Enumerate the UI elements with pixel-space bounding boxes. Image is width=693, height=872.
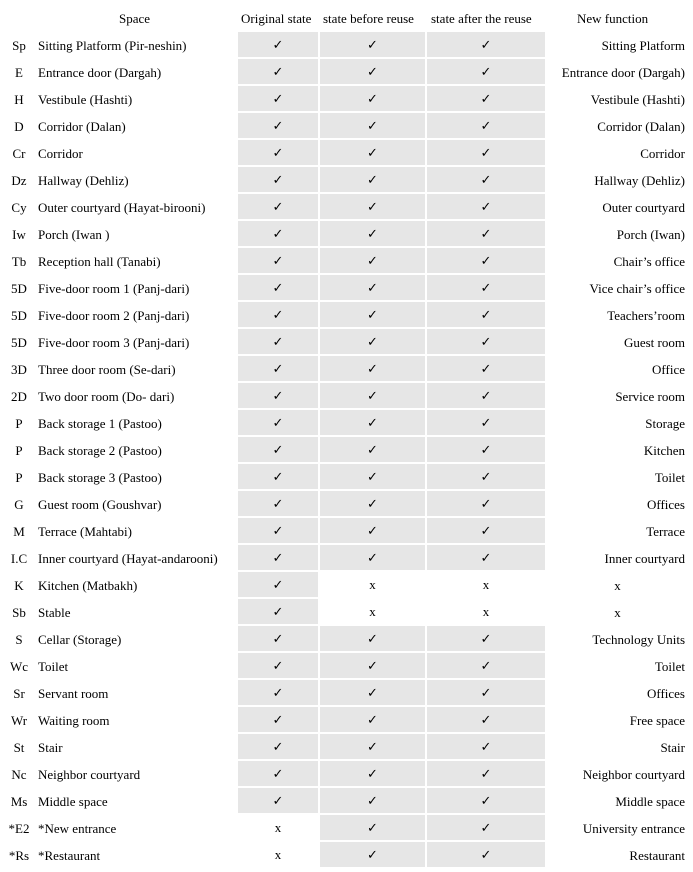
- state-before-cell: ✓: [320, 518, 425, 543]
- state-after-cell: ✓: [427, 464, 545, 489]
- state-orig-cell: ✓: [238, 518, 318, 543]
- header-space: Space: [119, 11, 151, 26]
- header-before-reuse: state before reuse: [323, 11, 414, 26]
- state-after-cell: ✓: [427, 842, 545, 867]
- state-orig-cell: ✓: [238, 653, 318, 678]
- new-function: Guest room: [623, 335, 685, 350]
- space-code: M: [13, 524, 25, 539]
- space-name: Three door room (Se-dari): [38, 362, 176, 377]
- new-function: Service room: [615, 389, 685, 404]
- space-code: Cr: [12, 146, 26, 161]
- state-orig-cell: ✓: [238, 734, 318, 759]
- state-orig-cell: ✓: [238, 410, 318, 435]
- state-after-cell: ✓: [427, 626, 545, 651]
- state-before-cell: ✓: [320, 113, 425, 138]
- state-after-cell: ✓: [427, 491, 545, 516]
- space-name: Inner courtyard (Hayat-andarooni): [38, 551, 218, 566]
- new-function: Vice chair’s office: [589, 281, 685, 296]
- new-function: Restaurant: [629, 848, 685, 863]
- state-orig-cell: ✓: [238, 221, 318, 246]
- state-after-cell: ✓: [427, 275, 545, 300]
- state-after-cell: ✓: [427, 680, 545, 705]
- space-code: P: [15, 443, 23, 458]
- space-code: Tb: [11, 254, 27, 269]
- new-function: Offices: [646, 497, 685, 512]
- space-code: Nc: [11, 767, 27, 782]
- state-after-cell: ✓: [427, 545, 545, 570]
- space-code: H: [14, 92, 24, 107]
- table-row: [0, 491, 693, 518]
- space-name: Corridor: [38, 146, 83, 161]
- new-function: Storage: [645, 416, 685, 431]
- new-function: x: [614, 605, 621, 620]
- table-row: [0, 518, 693, 545]
- state-orig-cell: x: [274, 820, 282, 835]
- state-before-cell: ✓: [320, 788, 425, 813]
- state-after-cell: ✓: [427, 383, 545, 408]
- space-name: Entrance door (Dargah): [38, 65, 162, 80]
- state-after-cell: ✓: [427, 302, 545, 327]
- space-name: Sitting Platform (Pir-neshin): [38, 38, 187, 53]
- state-orig-cell: ✓: [238, 383, 318, 408]
- state-before-cell: ✓: [320, 194, 425, 219]
- state-orig-cell: ✓: [238, 329, 318, 354]
- table-row: [0, 761, 693, 788]
- state-before-cell: ✓: [320, 653, 425, 678]
- header-new-function: New function: [577, 11, 649, 26]
- space-code: Ms: [10, 794, 28, 809]
- state-after-cell: ✓: [427, 356, 545, 381]
- state-after-cell: ✓: [427, 221, 545, 246]
- state-orig-cell: ✓: [238, 248, 318, 273]
- state-before-cell: ✓: [320, 32, 425, 57]
- space-name: Terrace (Mahtabi): [38, 524, 133, 539]
- table-row: [0, 464, 693, 491]
- space-name: Back storage 1 (Pastoo): [38, 416, 162, 431]
- state-after-cell: ✓: [427, 410, 545, 435]
- space-name: Stair: [38, 740, 63, 755]
- state-before-cell: ✓: [320, 707, 425, 732]
- space-code: Sb: [12, 605, 26, 620]
- new-function: Free space: [629, 713, 685, 728]
- state-before-cell: ✓: [320, 437, 425, 462]
- state-after-cell: ✓: [427, 653, 545, 678]
- state-orig-cell: ✓: [238, 275, 318, 300]
- state-before-cell: ✓: [320, 356, 425, 381]
- space-code: 5D: [11, 308, 27, 323]
- new-function: Office: [652, 362, 685, 377]
- table-row: [0, 626, 693, 653]
- state-after-cell: ✓: [427, 437, 545, 462]
- state-before-cell: ✓: [320, 221, 425, 246]
- space-name: Corridor (Dalan): [38, 119, 126, 134]
- space-name: Back storage 2 (Pastoo): [38, 443, 162, 458]
- table-row: [0, 248, 693, 275]
- state-before-cell: ✓: [320, 86, 425, 111]
- table-row: [0, 545, 693, 572]
- table-row: [0, 410, 693, 437]
- state-orig-cell: ✓: [238, 113, 318, 138]
- table-row: [0, 302, 693, 329]
- table-row: [0, 113, 693, 140]
- new-function: Porch (Iwan): [616, 227, 685, 242]
- state-before-cell: ✓: [320, 410, 425, 435]
- table-row: [0, 788, 693, 815]
- space-name: Middle space: [38, 794, 108, 809]
- table-row: [0, 572, 693, 599]
- table-row: [0, 599, 693, 626]
- space-code: S: [15, 632, 23, 647]
- new-function: Chair’s office: [613, 254, 685, 269]
- space-name: Toilet: [38, 659, 69, 674]
- table-row: [0, 707, 693, 734]
- space-code: G: [14, 497, 24, 512]
- new-function: Teachers’room: [607, 308, 685, 323]
- state-before-cell: ✓: [320, 491, 425, 516]
- table-row: [0, 140, 693, 167]
- space-code: *Rs: [8, 848, 30, 863]
- state-orig-cell: ✓: [238, 356, 318, 381]
- new-function: Stair: [660, 740, 685, 755]
- space-name: Servant room: [38, 686, 109, 701]
- state-after-cell: ✓: [427, 140, 545, 165]
- state-orig-cell: ✓: [238, 464, 318, 489]
- table-row: [0, 275, 693, 302]
- state-orig-cell: ✓: [238, 194, 318, 219]
- state-before-cell: ✓: [320, 329, 425, 354]
- space-name: Hallway (Dehliz): [38, 173, 129, 188]
- state-before-cell: ✓: [320, 761, 425, 786]
- space-name: Reception hall (Tanabi): [38, 254, 161, 269]
- new-function: Sitting Platform: [601, 38, 685, 53]
- space-name: Outer courtyard (Hayat-birooni): [38, 200, 206, 215]
- space-name: Neighbor courtyard: [38, 767, 141, 782]
- space-name: Waiting room: [38, 713, 110, 728]
- space-code: 3D: [11, 362, 27, 377]
- space-code: *E2: [8, 821, 30, 836]
- state-before-cell: ✓: [320, 464, 425, 489]
- new-function: Toilet: [654, 659, 685, 674]
- new-function: x: [614, 578, 621, 593]
- state-orig-cell: ✓: [238, 59, 318, 84]
- space-name: Porch (Iwan ): [38, 227, 110, 242]
- state-orig-cell: ✓: [238, 707, 318, 732]
- space-code: St: [13, 740, 25, 755]
- state-before-cell: ✓: [320, 59, 425, 84]
- state-after-cell: ✓: [427, 734, 545, 759]
- space-name: Five-door room 2 (Panj-dari): [38, 308, 190, 323]
- state-orig-cell: ✓: [238, 545, 318, 570]
- new-function: Terrace: [646, 524, 685, 539]
- new-function: Entrance door (Dargah): [561, 65, 685, 80]
- space-code: 2D: [11, 389, 27, 404]
- state-orig-cell: ✓: [238, 599, 318, 624]
- state-after-cell: ✓: [427, 248, 545, 273]
- space-name: Five-door room 1 (Panj-dari): [38, 281, 190, 296]
- space-code: Sr: [13, 686, 25, 701]
- space-code: 5D: [11, 335, 27, 350]
- header-after-reuse: state after the reuse: [431, 11, 532, 26]
- state-after-cell: ✓: [427, 167, 545, 192]
- table-row: [0, 815, 693, 842]
- new-function: Corridor (Dalan): [597, 119, 685, 134]
- table-row: [0, 653, 693, 680]
- space-name: Cellar (Storage): [38, 632, 122, 647]
- state-orig-cell: ✓: [238, 680, 318, 705]
- space-name: Five-door room 3 (Panj-dari): [38, 335, 190, 350]
- state-after-cell: ✓: [427, 113, 545, 138]
- table-row: [0, 59, 693, 86]
- state-orig-cell: ✓: [238, 788, 318, 813]
- space-name: Guest room (Goushvar): [38, 497, 162, 512]
- state-orig-cell: ✓: [238, 437, 318, 462]
- state-after-cell: ✓: [427, 788, 545, 813]
- state-orig-cell: ✓: [238, 491, 318, 516]
- table-row: [0, 221, 693, 248]
- new-function: Neighbor courtyard: [582, 767, 685, 782]
- space-code: E: [15, 65, 23, 80]
- space-code: P: [15, 470, 23, 485]
- space-code: 5D: [11, 281, 27, 296]
- space-code: Iw: [12, 227, 26, 242]
- state-orig-cell: ✓: [238, 761, 318, 786]
- state-orig-cell: ✓: [238, 302, 318, 327]
- state-before-cell: ✓: [320, 140, 425, 165]
- space-code: D: [14, 119, 24, 134]
- state-after-cell: x: [482, 604, 490, 619]
- space-code: I.C: [10, 551, 28, 566]
- table-row: [0, 383, 693, 410]
- space-name: Vestibule (Hashti): [38, 92, 133, 107]
- state-after-cell: ✓: [427, 707, 545, 732]
- space-code: P: [15, 416, 23, 431]
- table-row: [0, 86, 693, 113]
- state-after-cell: ✓: [427, 815, 545, 840]
- state-before-cell: ✓: [320, 383, 425, 408]
- space-name: Back storage 3 (Pastoo): [38, 470, 162, 485]
- state-orig-cell: ✓: [238, 167, 318, 192]
- space-code: Sp: [12, 38, 26, 53]
- state-after-cell: ✓: [427, 86, 545, 111]
- state-after-cell: ✓: [427, 518, 545, 543]
- table-row: [0, 32, 693, 59]
- state-orig-cell: ✓: [238, 32, 318, 57]
- new-function: Toilet: [654, 470, 685, 485]
- new-function: Outer courtyard: [602, 200, 685, 215]
- space-code: Cy: [11, 200, 27, 215]
- new-function: Vestibule (Hashti): [590, 92, 685, 107]
- new-function: Offices: [646, 686, 685, 701]
- table-row: [0, 356, 693, 383]
- state-orig-cell: ✓: [238, 86, 318, 111]
- new-function: Corridor: [640, 146, 685, 161]
- state-before-cell: ✓: [320, 626, 425, 651]
- space-name: Stable: [38, 605, 71, 620]
- new-function: University entrance: [582, 821, 685, 836]
- table-row: [0, 329, 693, 356]
- state-orig-cell: ✓: [238, 626, 318, 651]
- new-function: Inner courtyard: [604, 551, 685, 566]
- state-orig-cell: ✓: [238, 140, 318, 165]
- state-after-cell: ✓: [427, 194, 545, 219]
- state-after-cell: ✓: [427, 59, 545, 84]
- table-row: [0, 680, 693, 707]
- table-row: [0, 734, 693, 761]
- table-row: [0, 167, 693, 194]
- state-before-cell: ✓: [320, 545, 425, 570]
- state-before-cell: x: [369, 577, 376, 592]
- state-after-cell: ✓: [427, 329, 545, 354]
- space-code: Wr: [10, 713, 28, 728]
- state-after-cell: x: [482, 577, 490, 592]
- state-before-cell: ✓: [320, 275, 425, 300]
- space-code: Wc: [9, 659, 29, 674]
- table-row: [0, 194, 693, 221]
- space-name: Kitchen (Matbakh): [38, 578, 138, 593]
- state-orig-cell: ✓: [238, 572, 318, 597]
- state-orig-cell: x: [274, 847, 282, 862]
- state-after-cell: ✓: [427, 761, 545, 786]
- new-function: Technology Units: [592, 632, 685, 647]
- table-row: [0, 842, 693, 869]
- space-name: *Restaurant: [38, 848, 101, 863]
- state-before-cell: ✓: [320, 167, 425, 192]
- space-code: K: [14, 578, 24, 593]
- new-function: Middle space: [615, 794, 685, 809]
- state-after-cell: ✓: [427, 32, 545, 57]
- state-before-cell: ✓: [320, 842, 425, 867]
- header-original: Original state: [241, 11, 312, 26]
- state-before-cell: ✓: [320, 815, 425, 840]
- state-before-cell: ✓: [320, 680, 425, 705]
- new-function: Kitchen: [643, 443, 685, 458]
- state-before-cell: ✓: [320, 734, 425, 759]
- space-name: Two door room (Do- dari): [38, 389, 175, 404]
- new-function: Hallway (Dehliz): [594, 173, 685, 188]
- state-before-cell: ✓: [320, 248, 425, 273]
- space-name: *New entrance: [38, 821, 117, 836]
- table-row: [0, 437, 693, 464]
- state-before-cell: ✓: [320, 302, 425, 327]
- space-code: Dz: [11, 173, 27, 188]
- state-before-cell: x: [369, 604, 376, 619]
